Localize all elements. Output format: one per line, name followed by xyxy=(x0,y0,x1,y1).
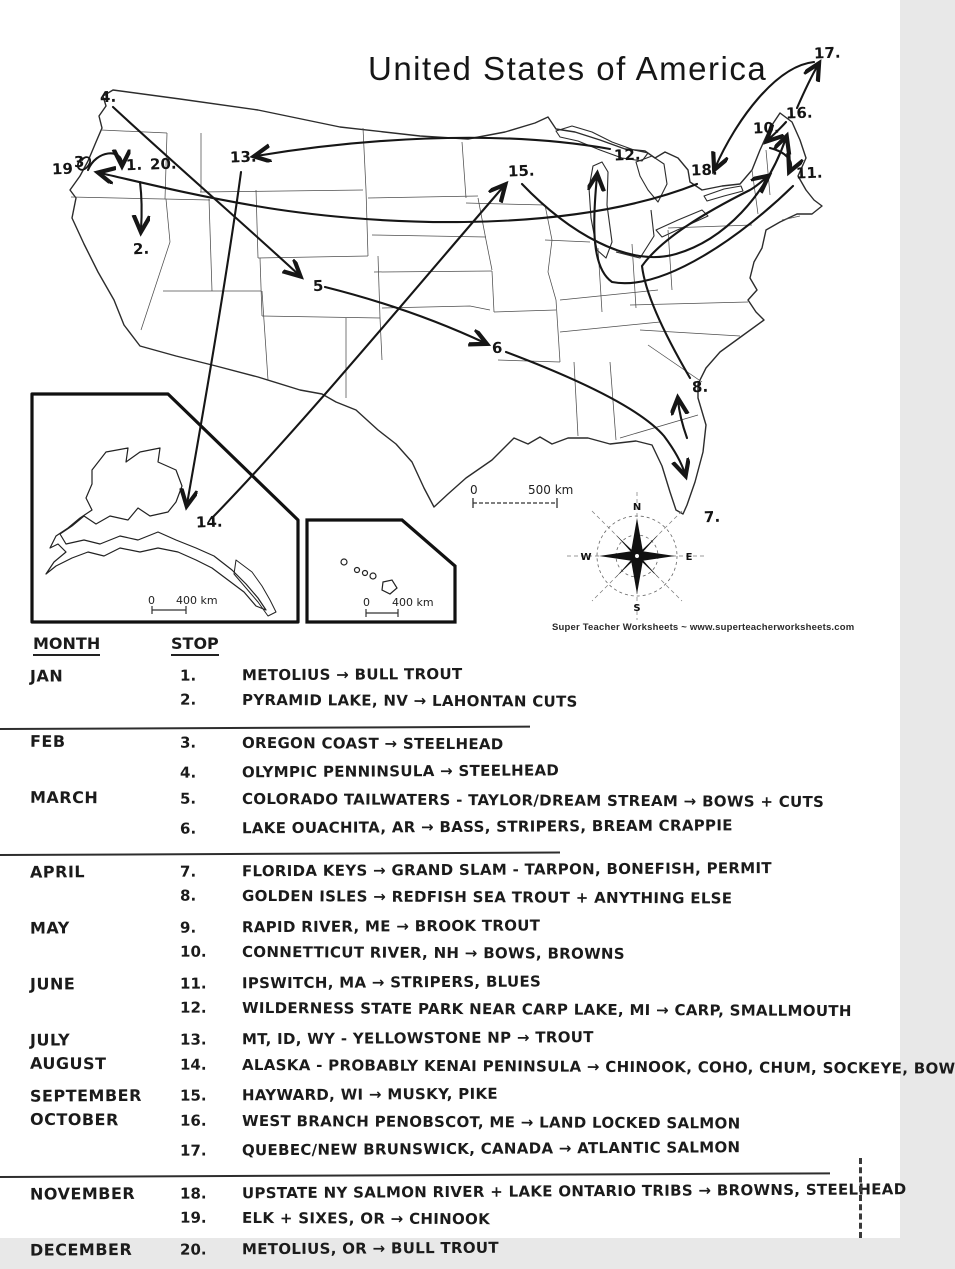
itinerary-row xyxy=(0,815,900,848)
month-label: APRIL xyxy=(29,862,86,882)
svg-text:0: 0 xyxy=(470,483,478,497)
month-label: AUGUST xyxy=(29,1053,107,1074)
alaska-inset xyxy=(32,394,298,622)
credit-line: Super Teacher Worksheets ~ www.superteacherworksheets.com xyxy=(552,622,855,633)
map-stop-label: 5 xyxy=(312,276,324,296)
month-label xyxy=(0,900,168,901)
map-stop-label: 3 xyxy=(73,152,85,172)
stop-description: HAYWARD, WI → MUSKY, PIKE xyxy=(241,1084,498,1105)
month-label: OCTOBER xyxy=(29,1109,119,1130)
stop-description: CONNETTICUT RIVER, NH → BOWS, BROWNS xyxy=(241,942,625,963)
stop-description: UPSTATE NY SALMON RIVER + LAKE ONTARIO TRIBS → BROWNS, STEELHEAD xyxy=(241,1180,907,1203)
stop-number: 16. xyxy=(179,1111,207,1130)
svg-text:0: 0 xyxy=(148,594,155,607)
map-stop-label: 16. xyxy=(785,103,813,123)
page-title: United States of America xyxy=(368,50,768,87)
stop-number: 11. xyxy=(179,974,207,993)
stop-number: 18. xyxy=(179,1184,207,1203)
stop-number: 14. xyxy=(179,1055,207,1074)
hawaii-inset xyxy=(307,520,455,622)
stop-description: GOLDEN ISLES → REDFISH SEA TROUT + ANYTHING ELSE xyxy=(241,886,733,908)
stop-description: METOLIUS, OR → BULL TROUT xyxy=(241,1238,499,1259)
map-stop-label: 7. xyxy=(703,507,721,527)
svg-text:S: S xyxy=(633,603,641,614)
stop-description: WEST BRANCH PENOBSCOT, ME → LAND LOCKED SALMON xyxy=(241,1111,741,1133)
itinerary-body xyxy=(0,664,955,1266)
stop-description: PYRAMID LAKE, NV → LAHONTAN CUTS xyxy=(241,690,578,711)
stop-number: 1. xyxy=(179,666,197,685)
stop-description: FLORIDA KEYS → GRAND SLAM - TARPON, BONEFISH, PERMIT xyxy=(241,859,772,881)
stop-number: 8. xyxy=(179,886,197,905)
scan-edge-artifact xyxy=(859,1158,862,1238)
us-outline xyxy=(70,87,822,514)
month-label: JULY xyxy=(29,1030,71,1050)
hand-drawn-divider xyxy=(0,726,530,730)
month-label xyxy=(0,704,168,705)
stop-description: OLYMPIC PENNINSULA → STEELHEAD xyxy=(241,761,560,782)
month-label: SEPTEMBER xyxy=(29,1085,142,1106)
month-label xyxy=(0,956,168,957)
month-header: MONTH xyxy=(33,634,100,656)
stop-number: 2. xyxy=(179,690,197,709)
month-label: MAY xyxy=(29,918,70,938)
svg-text:N: N xyxy=(632,502,642,513)
stop-description: LAKE OUACHITA, AR → BASS, STRIPERS, BREAM CRAPPIE xyxy=(241,816,733,838)
itinerary-row xyxy=(0,1137,900,1170)
stop-number: 6. xyxy=(179,819,197,838)
stop-description: IPSWITCH, MA → STRIPERS, BLUES xyxy=(241,972,542,993)
hand-drawn-divider xyxy=(0,852,560,856)
stop-description: MT, ID, WY - YELLOWSTONE NP → TROUT xyxy=(241,1028,594,1049)
stop-number: 12. xyxy=(179,998,207,1017)
state-borders xyxy=(71,128,800,440)
stop-number: 19. xyxy=(179,1208,207,1227)
stop-description: ELK + SIXES, OR → CHINOOK xyxy=(241,1208,491,1229)
map-stop-label: 13. xyxy=(229,147,257,167)
scale-bar xyxy=(470,483,573,508)
map-stop-label: 8. xyxy=(691,377,709,397)
svg-text:400 km: 400 km xyxy=(392,596,434,609)
us-map xyxy=(0,0,900,640)
compass-rose xyxy=(567,492,707,620)
svg-text:500 km: 500 km xyxy=(528,483,574,497)
stop-description: RAPID RIVER, ME → BROOK TROUT xyxy=(241,916,541,937)
month-label: FEB xyxy=(29,731,66,751)
stop-number: 5. xyxy=(179,789,197,808)
stop-number: 9. xyxy=(179,918,197,937)
table-header xyxy=(0,634,900,664)
map-stop-label: 11. xyxy=(795,163,823,183)
stop-number: 7. xyxy=(179,862,197,881)
itinerary-row xyxy=(0,690,900,723)
stop-number: 20. xyxy=(179,1240,207,1259)
stop-number: 4. xyxy=(179,763,197,782)
stop-description: METOLIUS → BULL TROUT xyxy=(241,664,463,685)
map-stop-label: 18. xyxy=(690,160,718,180)
month-label xyxy=(0,778,168,779)
stop-number: 10. xyxy=(179,942,207,961)
stop-description: COLORADO TAILWATERS - TAYLOR/DREAM STREAM → BOWS + CUTS xyxy=(241,789,825,811)
month-label xyxy=(0,834,168,835)
month-label: NOVEMBER xyxy=(29,1183,136,1204)
stop-number: 3. xyxy=(179,733,197,752)
month-label: JAN xyxy=(29,666,64,686)
svg-text:E: E xyxy=(685,552,693,563)
stop-number: 13. xyxy=(179,1030,207,1049)
itinerary-row xyxy=(0,1235,900,1268)
stop-description: OREGON COAST → STEELHEAD xyxy=(241,733,504,754)
map-stop-label: 17. xyxy=(813,43,841,63)
map-stop-label: 2. xyxy=(132,239,150,259)
itinerary-table xyxy=(0,634,955,1266)
map-stop-label: 4. xyxy=(99,87,117,107)
map-stop-label: 20. xyxy=(149,154,177,174)
stop-header: STOP xyxy=(171,634,219,656)
route-arrows xyxy=(78,62,818,518)
map-stop-label: 6 xyxy=(491,338,503,358)
month-label xyxy=(0,1222,168,1223)
map-stop-label: 1. xyxy=(125,155,143,175)
svg-text:400 km: 400 km xyxy=(176,594,218,607)
map-stop-label: 14. xyxy=(195,512,223,532)
month-label xyxy=(0,1156,168,1157)
svg-text:0: 0 xyxy=(363,596,370,609)
stop-description: QUEBEC/NEW BRUNSWICK, CANADA → ATLANTIC SALMON xyxy=(241,1138,741,1160)
month-label: DECEMBER xyxy=(29,1239,133,1260)
stop-description: WILDERNESS STATE PARK NEAR CARP LAKE, MI → CARP, SMALLMOUTH xyxy=(241,998,852,1021)
month-label: MARCH xyxy=(29,787,99,808)
map-stop-label: 12. xyxy=(613,145,641,165)
month-label: JUNE xyxy=(29,974,76,994)
stop-number: 17. xyxy=(179,1141,207,1160)
month-label xyxy=(0,1012,168,1013)
map-stop-label: 19 xyxy=(51,159,74,179)
stop-number: 15. xyxy=(179,1086,207,1105)
svg-text:W: W xyxy=(580,552,592,563)
map-stop-label: 10. xyxy=(752,118,780,138)
map-stop-label: 15. xyxy=(507,161,535,181)
hand-drawn-divider xyxy=(0,1172,830,1178)
stop-description: ALASKA - PROBABLY KENAI PENINSULA → CHINOOK, COHO, CHUM, SOCKEYE, BOW xyxy=(241,1055,955,1078)
